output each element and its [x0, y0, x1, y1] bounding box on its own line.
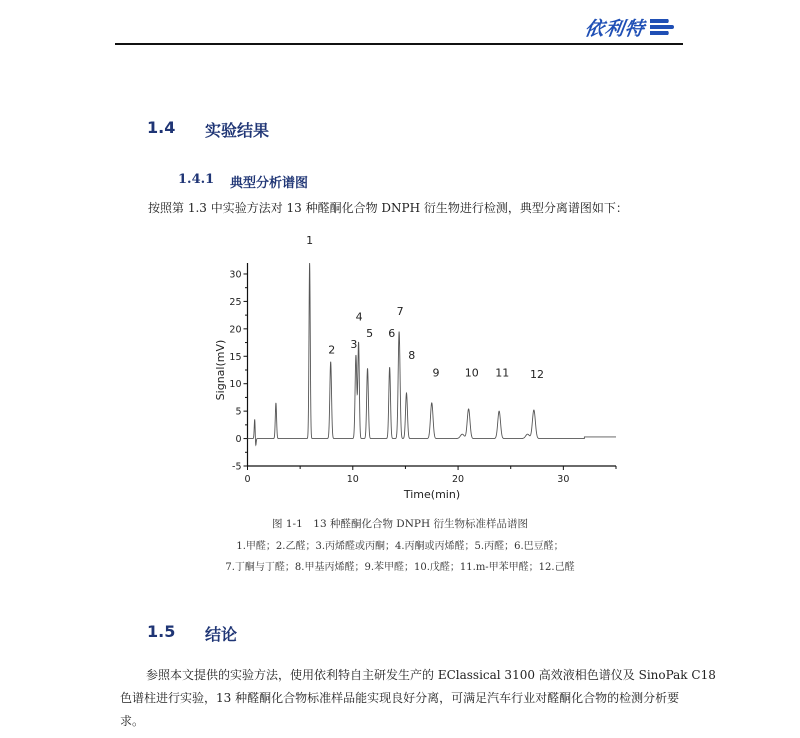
- intro-paragraph: 按照第 1.3 中实验方法对 13 种醛酮化合物 DNPH 衍生物进行检测，典型分离谱图如下：: [148, 201, 628, 215]
- figure-legend-line-1: 1.甲醛；2.乙醛；3.丙烯醛或丙酮；4.丙酮或丙烯醛；5.丙醛；6.巴豆醛；: [236, 541, 564, 552]
- conclusion-line-3: 求。: [120, 714, 145, 728]
- y-axis-label: Signal(mV): [214, 339, 227, 401]
- section-heading-1-4: [147, 118, 269, 141]
- peak-label: 1: [306, 233, 314, 247]
- conclusion-line-2: 色谱柱进行实验，13 种醛酮化合物标准样品能实现良好分离，可满足汽车行业对醛酮化合物的检测分析要: [120, 691, 680, 705]
- logo-stripes-icon: [648, 17, 676, 37]
- peak-label: 6: [388, 327, 396, 341]
- peak-label: 5: [366, 327, 374, 341]
- header-rule: [115, 43, 683, 45]
- peak-label: 3: [350, 338, 358, 352]
- peak-label: 7: [396, 305, 404, 319]
- section-number: 1.5: [147, 622, 176, 641]
- y-tick-label: 25: [229, 296, 242, 308]
- conclusion-line-1: 参照本文提供的实验方法，使用依利特自主研发生产的 EClassical 3100 高效液相色谱仪及 SinoPak C18: [146, 668, 716, 682]
- x-axis-label: Time(min): [403, 488, 461, 501]
- x-tick-label: 30: [557, 474, 570, 485]
- logo-text: 依利特: [583, 17, 647, 40]
- y-tick-label: 30: [229, 269, 242, 281]
- peak-label: 8: [408, 349, 416, 363]
- peak-label: 11: [495, 366, 510, 380]
- x-tick-label: 10: [346, 474, 359, 485]
- section-title: 结论: [205, 625, 238, 644]
- y-tick-label: 0: [235, 434, 242, 446]
- y-tick-label: 10: [229, 379, 242, 391]
- chart-ticks: [229, 269, 616, 485]
- section-title: 实验结果: [205, 121, 270, 140]
- y-tick-label: 20: [229, 324, 242, 336]
- figure-caption: 图 1-1 13 种醛酮化合物 DNPH 衍生物标准样品谱图: [272, 518, 528, 530]
- peak-label: 2: [328, 343, 336, 357]
- x-tick-label: 0: [244, 474, 251, 485]
- peak-labels: [306, 234, 544, 381]
- section-number: 1.4: [147, 118, 176, 137]
- peak-label: 10: [464, 366, 479, 380]
- subsection-title: 典型分析谱图: [230, 176, 309, 191]
- chromatogram-trace: [248, 263, 617, 445]
- company-logo: [585, 12, 676, 42]
- peak-label: 12: [530, 368, 545, 382]
- figure-legend-line-2: 7.丁酮与丁醛；8.甲基丙烯醛；9.苯甲醛；10.戊醛；11.m-甲苯甲醛；12.己醛: [225, 562, 575, 573]
- y-tick-label: -5: [232, 461, 242, 473]
- y-tick-label: 5: [235, 406, 242, 418]
- y-tick-label: 15: [229, 351, 242, 363]
- x-tick-label: 20: [452, 474, 465, 485]
- chart-axes: [248, 263, 617, 466]
- peak-label: 9: [432, 366, 440, 380]
- subsection-number: 1.4.1: [178, 172, 215, 187]
- subsection-heading-1-4-1: [178, 172, 308, 191]
- section-heading-1-5: [147, 622, 237, 645]
- peak-label: 4: [355, 310, 363, 324]
